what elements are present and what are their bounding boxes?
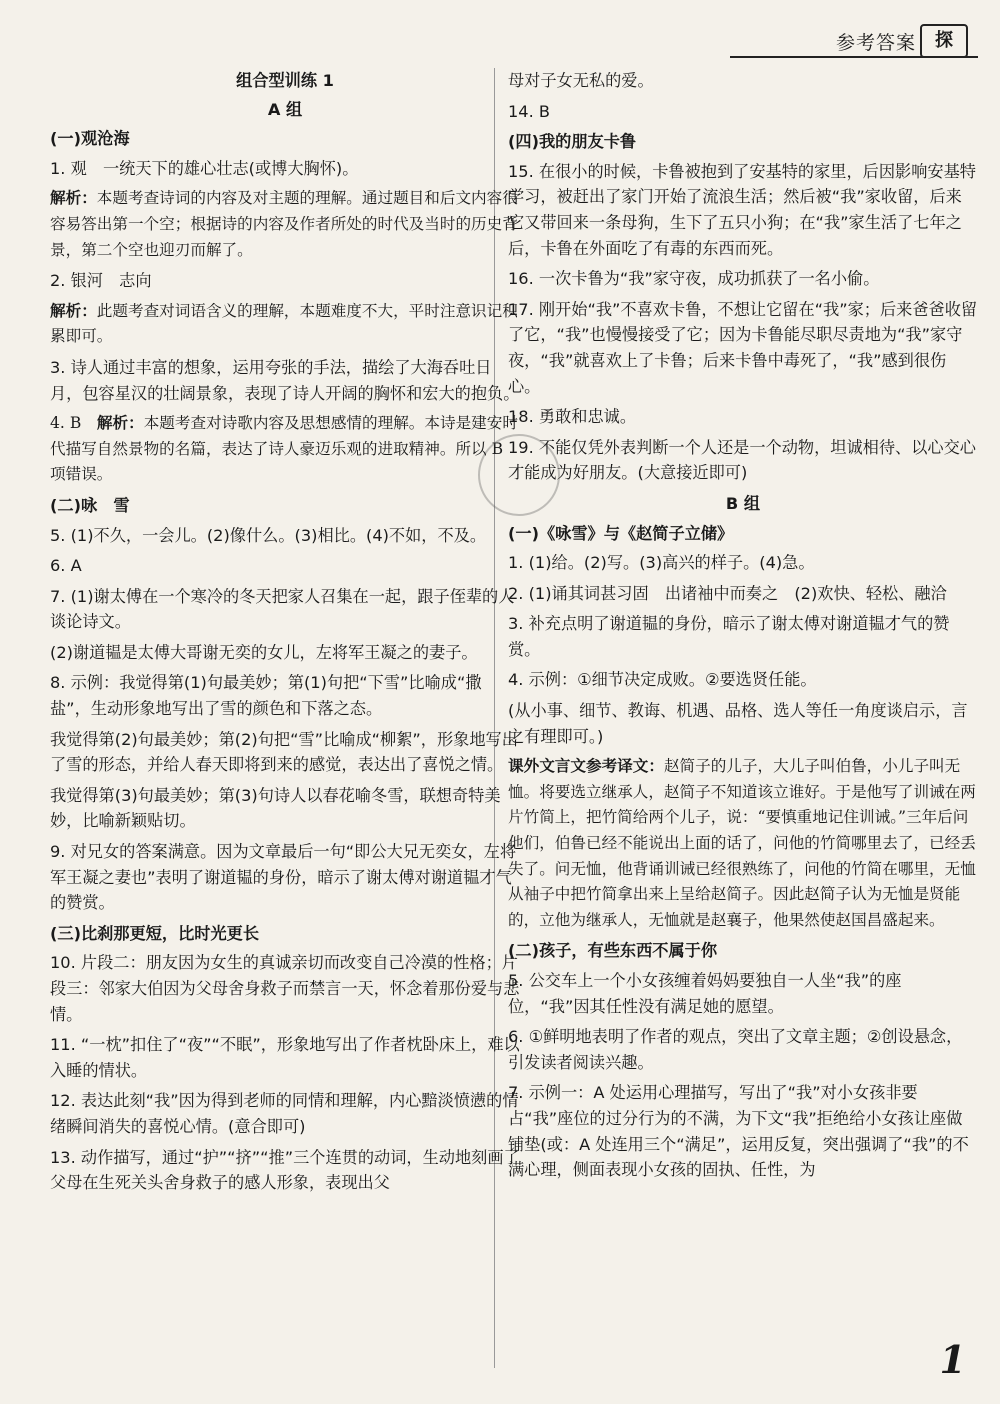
- page-header: [730, 24, 978, 58]
- left-column: [50, 68, 520, 1201]
- answer-continuation: 母对子女无私的爱。: [508, 71, 654, 90]
- exercise-title: 组合型训练 1: [236, 71, 334, 90]
- answer-item: 4. 示例：①细节决定成败。②要选贤任能。: [508, 670, 817, 690]
- answer-subitem: 我觉得第(2)句最美妙；第(2)句把“雪”比喻成“柳絮”，形象地写出了雪的形态，并给人春天即将到来的感觉，表达出了喜悦之情。: [50, 729, 518, 775]
- answer-item: 15. 在很小的时候，卡鲁被抱到了安基特的家里，后因影响安基特学习，被赶出了家门开始了流浪生活；然后被“我”家收留，后来它又带回来一条母狗，生下了五只小狗；在“我”家生活了七年之后，卡鲁在外面吃了有毒的东西而死。: [508, 161, 976, 258]
- answer-item: 8. 示例：我觉得第(1)句最美妙；第(1)句把“下雪”比喻成“撒盐”，生动形象地写出了雪的颜色和下落之态。: [50, 673, 482, 719]
- answer-item: 14. B: [508, 101, 550, 121]
- answer-item: 7. 示例一：A 处运用心理描写，写出了“我”对小女孩非要占“我”座位的过分行为的不满，为下文“我”拒绝给小女孩让座做铺垫(或：A 处连用三个“满足”，运用反复，突出强调了“我”的不满心理，侧面表现小女孩的固执、任性，为: [508, 1083, 969, 1180]
- answer-item: 2. 银河 志向: [50, 271, 152, 291]
- analysis-note: 解析：本题考查诗词的内容及对主题的理解。通过题目和后文内容很容易答出第一个空；根据诗的内容及作者所处的时代及当时的历史背景，第二个空也迎刃而解了。: [50, 189, 518, 259]
- answer-item: 10. 片段二：朋友因为女生的真诚亲切而改变自己冷漠的性格；片段三：邻家大伯因为父母舍身救子而禁言一天，怀念着那份爱与悲情。: [50, 953, 520, 1024]
- answer-item: 5. 公交车上一个小女孩缠着妈妈要独自一人坐“我”的座位，“我”因其任性没有满足她的愿望。: [508, 971, 902, 1016]
- answer-item: 3. 诗人通过丰富的想象，运用夸张的手法，描绘了大海吞吐日月，包容星汉的壮阔景象，表现了诗人开阔的胸怀和宏大的抱负。: [50, 357, 520, 403]
- answer-item: 2. (1)诵其词甚习固 出诸袖中而奏之 (2)欢快、轻松、融洽: [508, 583, 947, 603]
- answer-item: 5. (1)不久，一会儿。(2)像什么。(3)相比。(4)不如，不及。: [50, 525, 487, 545]
- translation-note: 课外文言文参考译文：赵简子的儿子，大儿子叫伯鲁，小儿子叫无恤。将要选立继承人，赵简子不知道该立谁好。于是他写了训诫在两片竹简上，把竹简给两个儿子，说：“要慎重地记住训诫。”三年后问他们，伯鲁已经不能说出上面的话了，问他的竹简哪里去了，已经丢失了。问无恤，他背诵训诫已经很熟练了，问他的竹简在哪里，无恤从袖子中把竹简拿出来上呈给赵简子。因此赵简子认为无恤是贤能的，立他为继承人，无恤就是赵襄子，他果然使赵国昌盛起来。: [508, 757, 976, 929]
- answer-item: 18. 勇敢和忠诚。: [508, 407, 637, 427]
- group-a-title: A 组: [267, 99, 303, 119]
- answer-subitem: (2)谢道韫是太傅大哥谢无奕的女儿，左将军王凝之的妻子。: [50, 642, 478, 662]
- section-heading: (一)观沧海: [50, 129, 130, 149]
- answer-item: 6. A: [50, 556, 82, 576]
- brand-logo-icon: 探: [920, 24, 968, 58]
- answer-item: 6. ①鲜明地表明了作者的观点，突出了文章主题；②创设悬念，引发读者阅读兴趣。: [508, 1027, 963, 1072]
- right-column: [508, 68, 978, 1188]
- page-number: 1: [939, 1337, 966, 1382]
- header-title: 参考答案: [835, 32, 916, 54]
- answer-item: 16. 一次卡鲁为“我”家守夜，成功抓获了一名小偷。: [508, 269, 880, 289]
- answer-item: 13. 动作描写，通过“护”“挤”“推”三个连贯的动词，生动地刻画了父母在生死关头舍身救子的感人形象，表现出父: [50, 1147, 520, 1193]
- answer-item: 12. 表达此刻“我”因为得到老师的同情和理解，内心黯淡愤懑的情绪瞬间消失的喜悦心情。(意合即可): [50, 1091, 519, 1136]
- answer-item: 19. 不能仅凭外表判断一个人还是一个动物，坦诚相待、以心交心才能成为好朋友。(大意接近即可): [508, 437, 976, 483]
- answer-item: 17. 刚开始“我”不喜欢卡鲁，不想让它留在“我”家；后来爸爸收留了它，“我”也慢慢接受了它；因为卡鲁能尽职尽责地为“我”家守夜，“我”就喜欢上了卡鲁；后来卡鲁中毒死了，“我”感到很伤心。: [508, 299, 978, 396]
- answer-subitem: 我觉得第(3)句最美妙；第(3)句诗人以春花喻冬雪，联想奇特美妙，比喻新颖贴切。: [50, 785, 501, 831]
- answer-item: 9. 对兄女的答案满意。因为文章最后一句“即公大兄无奕女，左将军王凝之妻也”表明了谢道韫的身份，暗示了谢太傅对谢道韫才气的赞赏。: [50, 842, 517, 913]
- analysis-note: 解析：此题考查对词语含义的理解，本题难度不大，平时注意识记积累即可。: [50, 301, 518, 346]
- answer-item: 1. 观 一统天下的雄心壮志(或博大胸怀)。: [50, 158, 359, 178]
- answer-item: 3. 补充点明了谢道韫的身份，暗示了谢太傅对谢道韫才气的赞赏。: [508, 614, 950, 659]
- answer-item: 11. “一枕”扣住了“夜”“不眠”，形象地写出了作者枕卧床上，难以入睡的情状。: [50, 1035, 520, 1080]
- section-heading: (一)《咏雪》与《赵简子立储》: [508, 523, 734, 543]
- answer-item: 7. (1)谢太傅在一个寒冷的冬天把家人召集在一起，跟子侄辈的人谈论诗文。: [50, 586, 515, 632]
- answer-subitem: (从小事、细节、教诲、机遇、品格、选人等任一角度谈启示，言之有理即可。): [508, 701, 968, 746]
- section-heading: (二)咏 雪: [50, 495, 130, 515]
- group-b-title: B 组: [725, 493, 761, 513]
- section-heading: (三)比刹那更短，比时光更长: [50, 923, 260, 943]
- analysis-note: 4. B 解析：本题考查对诗歌内容及思想感情的理解。本诗是建安时代描写自然景物的名篇，表达了诗人豪迈乐观的进取精神。所以 B 项错误。: [50, 414, 518, 484]
- section-heading: (四)我的朋友卡鲁: [508, 132, 637, 152]
- answer-item: 1. (1)给。(2)写。(3)高兴的样子。(4)急。: [508, 553, 815, 573]
- section-heading: (二)孩子，有些东西不属于你: [508, 941, 718, 961]
